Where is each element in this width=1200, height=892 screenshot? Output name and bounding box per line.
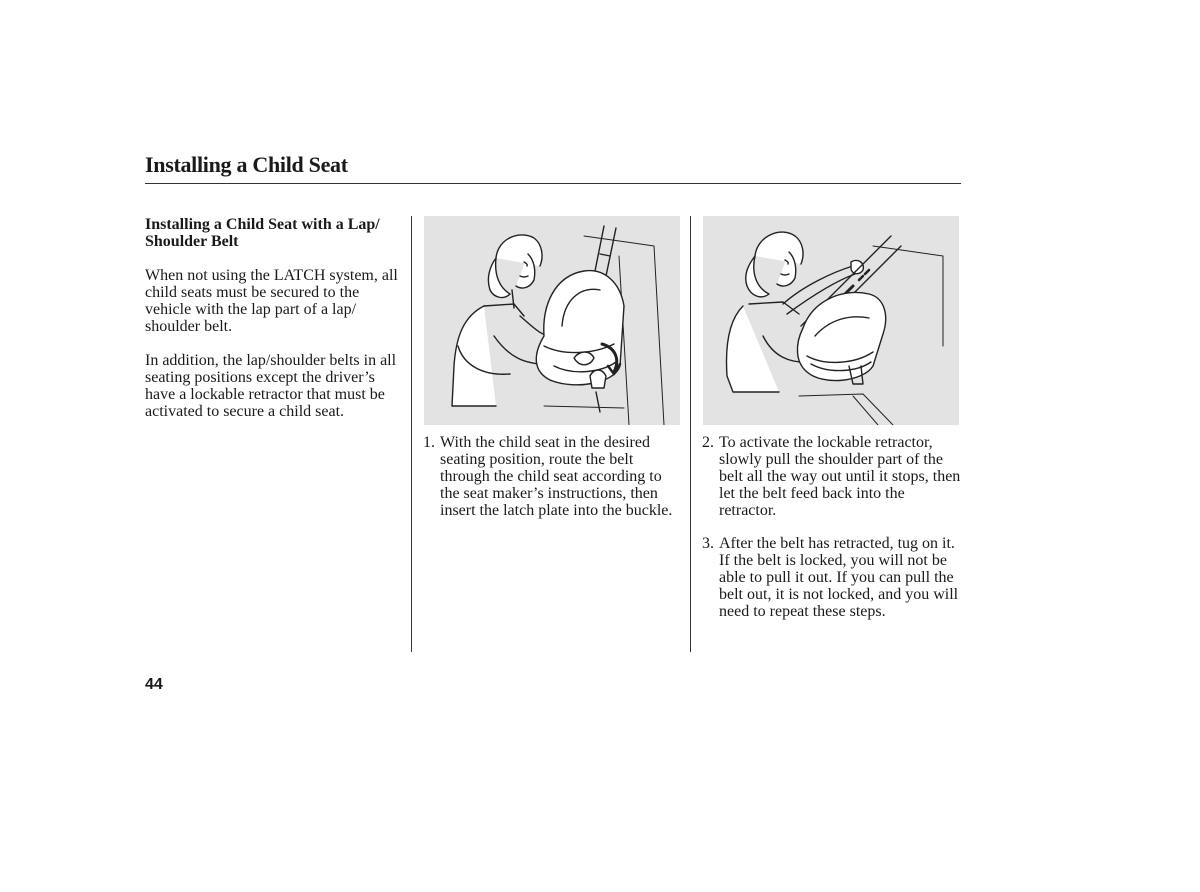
column-divider [690,216,691,652]
step-activate-retractor [702,434,964,519]
intro-column [145,216,407,420]
intro-paragraph: When not using the LATCH system, all child seats must be secured to the vehicle with the lap part of a lap/ shoulder belt. [145,267,398,335]
step-text: With the child seat in the desired seating position, route the belt through the child seat according to the seat maker’s instructions, then insert the latch plate into the buckle. [440,434,673,519]
column-divider [411,216,412,652]
step-number: 3. [702,535,714,552]
retractor-paragraph: In addition, the lap/shoulder belts in all seating positions except the driver’s have a lockable retractor that must be activated to secure a child seat. [145,352,397,420]
step-route-belt [423,434,681,519]
section-heading: Installing a Child Seat with a Lap/ Shoulder Belt [145,216,380,250]
step-text: To activate the lockable retractor, slowly pull the shoulder part of the belt all the way out until it stops, then let the belt feed back into the retractor. [719,434,961,519]
page-number: 44 [145,676,163,693]
step-test-lock [702,535,964,620]
title-divider [145,183,961,184]
child-seat-routing-illustration [424,216,680,425]
belt-retractor-illustration [703,216,959,425]
step-number: 2. [702,434,714,451]
step-text: After the belt has retracted, tug on it. If the belt is locked, you will not be able to pull it out. If you can pull the belt out, it is not locked, and you will need to repeat these steps. [719,535,959,620]
page-title: Installing a Child Seat [145,152,348,177]
step-number: 1. [423,434,435,451]
